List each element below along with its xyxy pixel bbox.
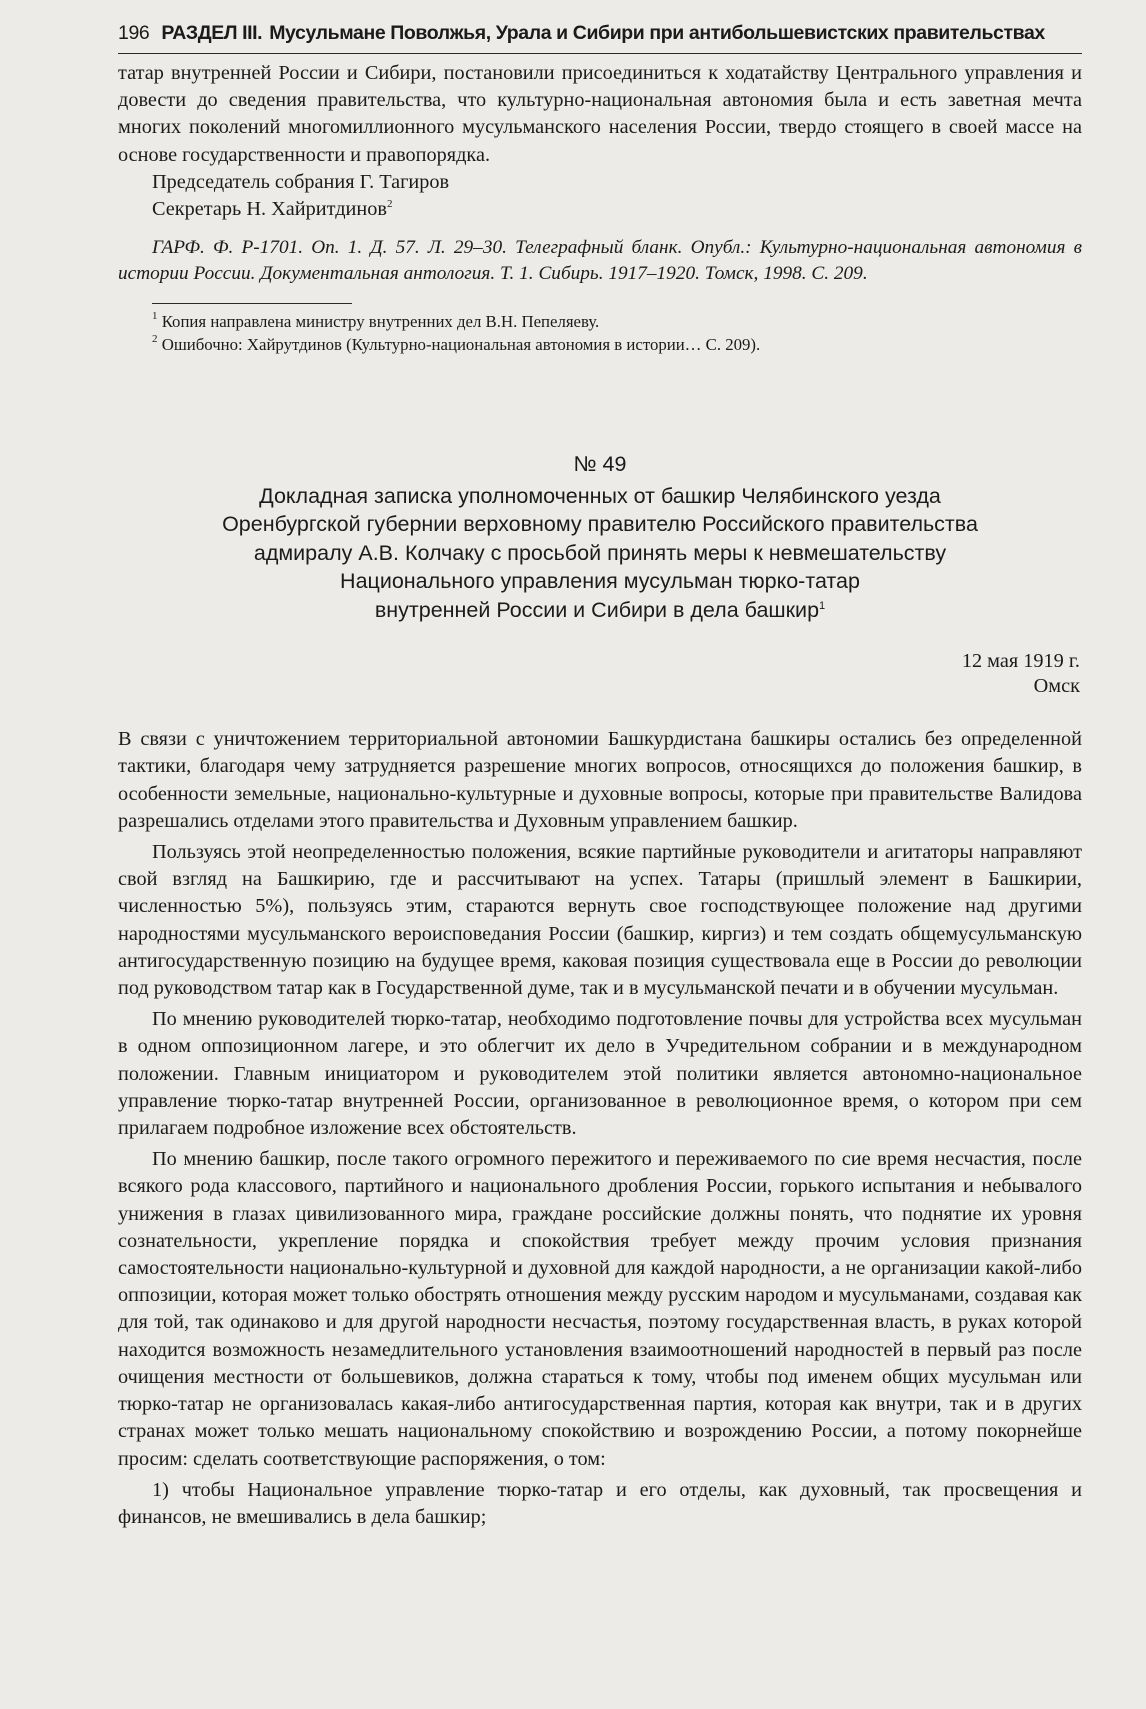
footnotes [118,310,1082,356]
section-title: Мусульмане Поволжья, Урала и Сибири при антибольшевистских правительствах [269,22,1045,44]
section-label: РАЗДЕЛ III. [161,22,263,44]
document-body [118,726,1082,1531]
footnote [118,310,1082,333]
body-paragraph: 1) чтобы Национальное управление тюрко-татар и его отделы, как духовный, так просвещения и финансов, не вмешивались в дела башкир; [118,1478,1082,1528]
document-title-text: внутренней России и Сибири в дела башкир [374,597,820,622]
document-number: № 49 [573,452,627,477]
footnote-mark: 2 [152,333,158,346]
running-header [118,22,1082,54]
continuation-paragraph: татар внутренней России и Сибири, постановили присоединиться к ходатайству Центрального управления и довести до сведения правительства, что культурно-национальная автономия была и есть заветная мечта многих поколений многомиллионного мусульманского населения России, твердо стоящего в своей массе на основе государственности и правопорядка. [118,62,1082,166]
document-date: 12 мая 1919 г. [961,650,1080,673]
document-title-line: адмиралу А.В. Колчаку с просьбой принять меры к невмешательству [253,540,947,565]
document-heading [118,450,1082,624]
body-paragraph: В связи с уничтожением территориальной автономии Башкурдистана башкиры остались без определенной тактики, благодаря чему затрудняется разрешение многих вопросов, относящихся до положения башкир, в особенности земельные, национально-культурные и духовные вопросы, которые при правительстве Валидова разрешались отделами этого правительства и Духовным управлением башкир. [118,728,1082,832]
footnote-text: Копия направлена министру внутренних дел В.Н. Пепеляеву. [161,312,600,332]
document-title-line [118,596,1082,625]
body-paragraph: Пользуясь этой неопределенностью положения, всякие партийные руководители и агитаторы направляют свой взгляд на Башкирию, где и рассчитывают на успех. Татары (пришлый элемент в Башкирии, численностью 5%), пользуясь этим, стараются вернуть свое господствующее положение над другими народностями мусульманского вероисповедания России (башкир, киргиз) и тем создать общемусульманскую антигосударственную позицию на будущее время, каковая позиция существовала еще в России до революции под руководством татар как в Государственной думе, так и в мусульманской печати и в обучении мусульман. [118,841,1082,1000]
footnote-text: Ошибочно: Хайрутдинов (Культурно-национальная автономия в истории… С. 209). [161,335,761,355]
body-paragraph: По мнению руководителей тюрко-татар, необходимо подготовление почвы для устройства всех мусульман в одном оппозиционном лагере, и это облегчит их дело в Учредительном собрании и в международном положении. Главным инициатором и руководителем этой политики является автономно-национальное управление тюрко-татар внутренней России, организованное в революционное время, о котором при сем прилагаем подробное изложение всех обстоятельств. [118,1008,1082,1140]
document-title-line: Оренбургской губернии верховному правителю Российского правительства [222,512,978,537]
footnote-mark: 1 [152,310,158,323]
archive-reference: ГАРФ. Ф. Р-1701. Оп. 1. Д. 57. Л. 29–30. Телеграфный бланк. Опубл.: Культурно-национальная автономия в истории России. Документальная антология. Т. 1. Сибирь. 1917–1920. Томск, 1998. С. 209. [118,237,1082,285]
footnote-divider [152,303,352,304]
preceding-document [118,60,1082,287]
document-place: Омск [1033,675,1080,698]
document-title-line: Национального управления мусульман тюрко-татар [340,569,860,594]
date-place [118,649,1082,699]
footnote [118,333,1082,356]
document-title-line: Докладная записка уполномоченных от башкир Челябинского уезда [259,483,941,508]
footnote-ref: 1 [819,599,826,612]
page-number: 196 [118,22,150,44]
body-paragraph: По мнению башкир, после такого огромного пережитого и переживаемого по сие время несчастия, после всякого рода классового, партийного и национального дробления России, горького испытания и небывалого унижения в глазах цивилизованного мира, граждане российские должны понять, что поднятие их уровня сознательности, укрепление порядка и спокойствия требует между прочим условия признания самостоятельности национально-культурной и духовной для каждой народности, а не организации какой-либо оппозиции, которая может только обострять отношения между русским народом и мусульманами, создавая как для той, так одинаково и для другой народности несчастья, поэтому государственная власть, в руках которой находится возможность незамедлительного установления взаимоотношений народностей в первый раз после очищения местности от большевиков, должна стараться к тому, чтобы под именем общих мусульман или тюрко-татар не организовалась какая-либо антигосударственная партия, которая как внутри, так и в других странах может только мешать национальному спокойствию и возрождению России, а потому покорнейше просим: сделать соответствующие распоряжения, о том: [118,1148,1082,1470]
footnote-ref: 2 [386,198,393,211]
chairman-signature: Председатель собрания Г. Тагиров [152,170,450,193]
secretary-signature [118,196,1082,223]
secretary-name: Секретарь Н. Хайритдинов [152,198,387,221]
